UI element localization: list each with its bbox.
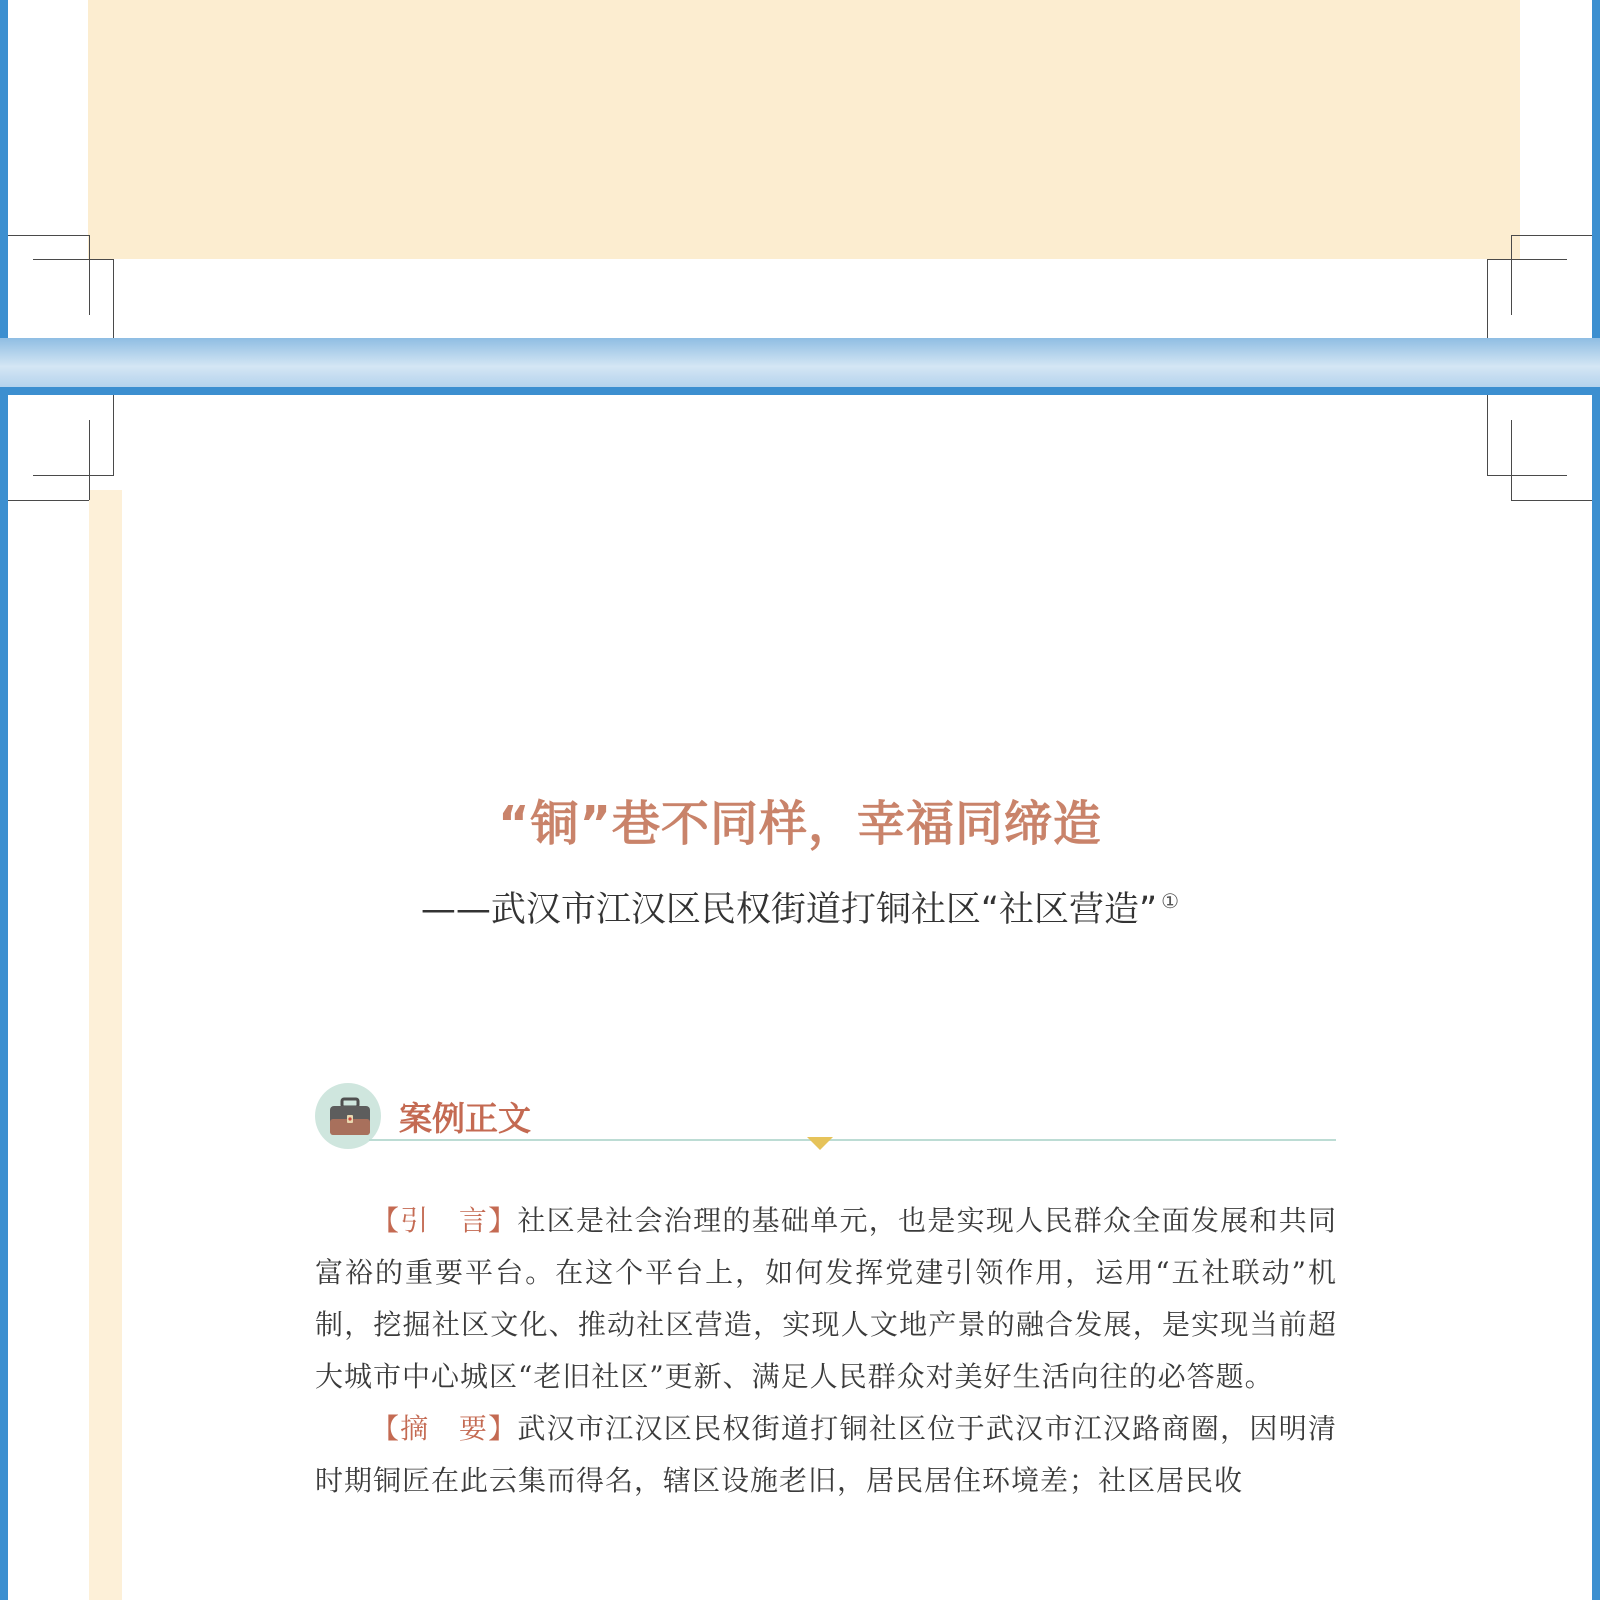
crop-mark: [1487, 259, 1567, 260]
section-divider: [369, 1139, 1336, 1141]
crop-mark: [1487, 395, 1488, 475]
crop-mark: [1511, 500, 1592, 501]
briefcase-icon: [328, 1097, 372, 1137]
section-label: 案例正文: [399, 1099, 531, 1138]
body-text: [315, 1195, 1337, 1507]
crop-mark: [89, 420, 90, 500]
crop-mark: [113, 395, 114, 475]
current-page[interactable]: [8, 395, 1592, 1600]
document-subtitle: [8, 882, 1592, 932]
paragraph-text: 武汉市江汉区民权街道打铜社区位于武汉市江汉路商圈，因明清时期铜匠在此云集而得名，辖区设施老旧，居民居住环境差；社区居民收: [315, 1412, 1337, 1497]
paragraph-tag: 【引 言】: [371, 1204, 518, 1237]
paragraph-tag: 【摘 要】: [371, 1412, 518, 1445]
paragraph-abstract: [315, 1403, 1337, 1507]
crop-mark: [1511, 420, 1512, 500]
paragraph-text: 社区是社会治理的基础单元，也是实现人民群众全面发展和共同富裕的重要平台。在这个平台上，如何发挥党建引领作用，运用“五社联动”机制，挖掘社区文化、推动社区营造，实现人文地产景的融合发展，是实现当前超大城市中心城区“老旧社区”更新、满足人民群众对美好生活向往的必答题。: [315, 1204, 1337, 1393]
previous-page[interactable]: [8, 0, 1592, 338]
crop-mark: [1511, 235, 1512, 315]
crop-mark: [8, 235, 89, 236]
page-border-top: [0, 387, 1600, 395]
viewer-frame-right: [1592, 0, 1600, 1600]
paragraph-introduction: [315, 1195, 1337, 1403]
crop-mark: [1487, 259, 1488, 338]
document-title: “铜”巷不同样，幸福同缔造: [497, 796, 1103, 852]
crop-mark: [1487, 475, 1567, 476]
subtitle-text: ——武汉市江汉区民权街道打铜社区“社区营造”: [420, 890, 1158, 930]
footnote-ref[interactable]: ①: [1161, 889, 1180, 914]
page-color-band: [88, 0, 1520, 259]
crop-mark: [1511, 235, 1592, 236]
crop-mark: [113, 259, 114, 338]
crop-mark: [33, 475, 114, 476]
crop-mark: [8, 500, 89, 501]
viewer-frame-left: [0, 0, 8, 1600]
section-header: [315, 1083, 1337, 1153]
crop-mark: [33, 259, 113, 260]
crop-mark: [89, 235, 90, 315]
page-color-band: [89, 490, 122, 1600]
divider-marker: [807, 1137, 833, 1150]
